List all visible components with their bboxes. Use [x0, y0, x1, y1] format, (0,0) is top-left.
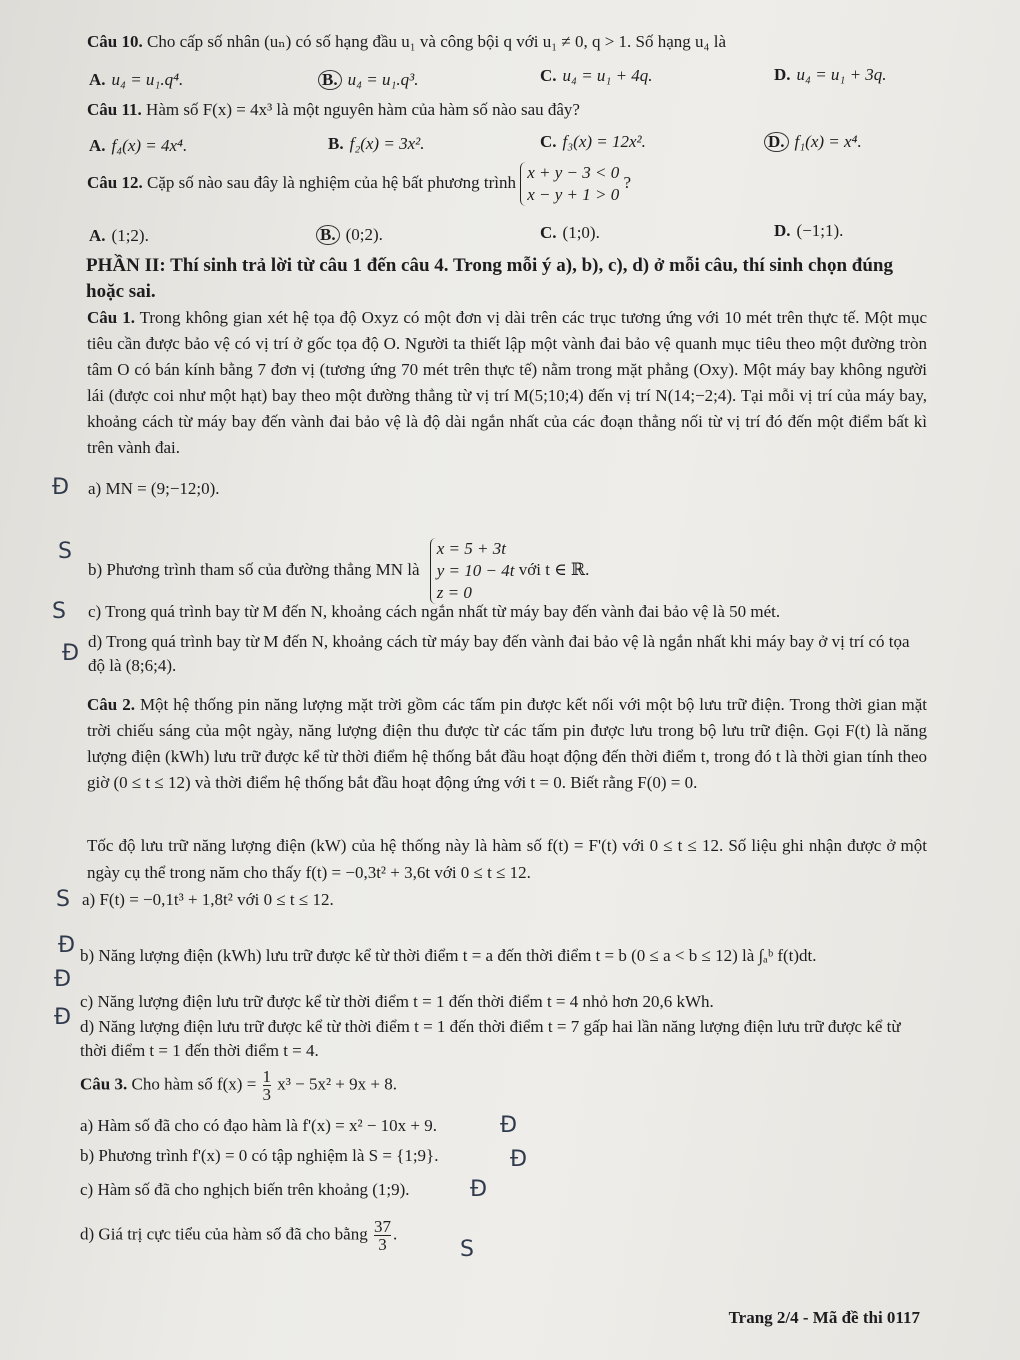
handwritten-mark-c2a: S — [56, 887, 70, 912]
c3-text-post: x³ − 5x² + 9x + 8. — [277, 1074, 397, 1094]
q12-option-a-text: (1;2). — [111, 226, 149, 245]
c2-text-1: Một hệ thống pin năng lượng mặt trời gồm các tấm pin được kết nối với một bộ lưu trữ điện. Trong thời gian mặt trời chiếu sáng của một ngày, năng lượng điện thu được từ các tấm pin được lưu trong bộ lưu trữ điện. Gọi F(t) là năng lượng điện (kWh) lưu trữ được kể từ thời điểm hệ thống bắt đầu hoạt động đến thời điểm t, trong đó t là thời gian tính theo giờ (0 ≤ t ≤ 12) và thời điểm hệ thống bắt đầu hoạt động ứng với t = 0. Biết rằng F(0) = 0. — [87, 695, 928, 792]
q11-option-d — [764, 130, 862, 154]
q11-option-a-text: f₄(x) = 4x⁴. — [111, 136, 188, 155]
q10-option-b — [318, 68, 418, 92]
question-11-text: Hàm số F(x) = 4x³ là một nguyên hàm của hàm số nào sau đây? — [146, 100, 580, 119]
c1-stem — [87, 305, 927, 461]
c3-fraction — [263, 1068, 272, 1103]
c1-text: Trong không gian xét hệ tọa độ Oxyz có một đơn vị dài trên các trục tương ứng với 10 mét trên thực tế. Một mục tiêu cần được bảo vệ có vị trí ở gốc tọa độ O. Người ta thiết lập một vành đai bảo vệ quanh mục tiêu theo một đường tròn tâm O có bán kính bằng 7 đơn vị (tương ứng 70 mét trên thực tế) nằm trong mặt phẳng (Oxy). Một máy bay không người lái (được coi như một hạt) bay theo một đường thẳng từ vị trí M(5;10;4) đến vị trí N(14;−2;4). Tại mỗi vị trí của máy bay, khoảng cách từ máy bay đến vành đai bảo vệ là độ dài ngắn nhất của các đoạn thẳng nối từ vị trí đó đến một điểm bất kì trên vành đai. — [87, 308, 927, 457]
question-12-ineq-1: x + y − 3 < 0 — [527, 163, 620, 182]
c1-statement-b-post: với t ∈ ℝ. — [518, 559, 590, 579]
q10-option-d-text: u₄ = u₁ + 3q. — [796, 65, 887, 84]
handwritten-mark-c3c: Đ — [470, 1177, 488, 1202]
q10-option-d-label: D. — [774, 65, 791, 84]
c3-statement-a: a) Hàm số đã cho có đạo hàm là f'(x) = x² − 10x + 9. — [80, 1116, 437, 1135]
c1-statement-b-pre: b) Phương trình tham số của đường thẳng MN là — [88, 559, 420, 579]
c2-statement-d: d) Năng lượng điện lưu trữ được kể từ thời điểm t = 1 đến thời điểm t = 7 gấp hai lần năng lượng điện lưu trữ được kể từ thời điểm t = 1 đến thời điểm t = 4. — [80, 1017, 901, 1060]
question-11-title: Câu 11. — [87, 100, 142, 119]
q11-option-d-label: D. — [764, 132, 789, 152]
q10-option-d — [774, 63, 887, 87]
c1-param-x: x = 5 + 3t — [436, 539, 506, 558]
q12-option-a — [89, 224, 149, 248]
c3-statement-d-pre: d) Giá trị cực tiểu của hàm số đã cho bằng — [80, 1224, 368, 1244]
c3-d-frac-den: 3 — [378, 1235, 387, 1254]
handwritten-mark-c1d: Đ — [62, 641, 80, 666]
c3-title: Câu 3. — [80, 1074, 128, 1094]
q10-option-c — [540, 64, 653, 88]
q12-option-c-label: C. — [540, 223, 557, 242]
handwritten-mark-c3b: Đ — [510, 1147, 528, 1172]
q12-option-c — [540, 221, 600, 245]
q12-option-c-text: (1;0). — [562, 223, 600, 242]
c1-statement-a: a) MN = (9;−12;0). — [88, 479, 220, 498]
q12-option-d — [774, 219, 843, 243]
handwritten-mark-c2b: Đ — [58, 933, 76, 958]
handwritten-mark-c2c: Đ — [54, 967, 72, 992]
handwritten-mark-c3d: S — [460, 1237, 474, 1262]
c1-statement-b — [88, 538, 589, 604]
c1-title: Câu 1. — [87, 308, 135, 327]
c1-param-z: z = 0 — [436, 583, 472, 602]
c3-stem — [80, 1068, 397, 1103]
q11-option-b-text: f₂(x) = 3x². — [349, 134, 425, 153]
c2-stem — [87, 692, 927, 796]
q12-option-d-text: (−1;1). — [796, 221, 844, 240]
c2-title: Câu 2. — [87, 695, 135, 714]
c2-text-2: Tốc độ lưu trữ năng lượng điện (kW) của hệ thống này là hàm số f(t) = F'(t) với 0 ≤ t ≤ 12. Số liệu ghi nhận được ở một ngày cụ thể trong năm cho thấy f(t) = −0,3t² + 3,6t với 0 ≤ t ≤ 12. — [87, 836, 927, 882]
c3-statement-d: d) Giá trị cực tiểu của hàm số đã cho bằng $\frac{37}{3}$ . — [80, 1217, 398, 1254]
c1-statement-c: c) Trong quá trình bay từ M đến N, khoảng cách ngắn nhất từ máy bay đến vành đai bảo vệ là 50 mét. — [88, 602, 781, 621]
handwritten-mark-c2d: Đ — [54, 1005, 72, 1030]
handwritten-mark-c1c: S — [52, 599, 66, 624]
q10-option-a — [89, 68, 183, 92]
c2-statement-a: a) F(t) = −0,1t³ + 1,8t² với 0 ≤ t ≤ 12. — [82, 890, 334, 909]
q11-option-c-text: f₃(x) = 12x². — [562, 132, 646, 151]
q11-option-b-label: B. — [328, 134, 344, 153]
handwritten-mark-c1a: Đ — [52, 475, 70, 500]
q11-option-c-label: C. — [540, 132, 557, 151]
question-11-stem — [87, 98, 580, 122]
q10-option-b-label: B. — [318, 70, 342, 90]
handwritten-mark-c1b: S — [58, 539, 72, 564]
c3-frac-den: 3 — [262, 1085, 272, 1104]
c1-param-system — [430, 538, 515, 604]
question-12-ineq-2: x − y + 1 > 0 — [527, 185, 620, 204]
q11-option-a-label: A. — [89, 136, 106, 155]
c2-statement-c: c) Năng lượng điện lưu trữ được kể từ thời điểm t = 1 đến thời điểm t = 4 nhỏ hơn 20,6 kWh. — [80, 992, 714, 1011]
q10-option-c-label: C. — [540, 66, 557, 85]
q12-option-b-text: (0;2). — [345, 225, 383, 244]
c3-statement-b: b) Phương trình f'(x) = 0 có tập nghiệm là S = {1;9}. — [80, 1146, 439, 1165]
q11-option-c — [540, 130, 646, 154]
q12-option-d-label: D. — [774, 221, 791, 240]
c1-statement-d: d) Trong quá trình bay từ M đến N, khoảng cách từ máy bay đến vành đai bảo vệ là ngắn nhất khi máy bay ở vị trí có tọa độ là (8;6;4). — [88, 632, 910, 675]
q10-option-c-text: u₄ = u₁ + 4q. — [562, 66, 653, 85]
q10-option-a-text: u₄ = u₁.q⁴. — [111, 70, 184, 89]
question-12-title: Câu 12. — [87, 172, 143, 192]
q12-option-b-label: B. — [316, 225, 340, 245]
question-12-qmark: ? — [623, 172, 632, 192]
question-10-title: Câu 10. — [87, 32, 143, 51]
c3-statement-c: c) Hàm số đã cho nghịch biến trên khoảng (1;9). — [80, 1180, 410, 1199]
handwritten-mark-c3a: Đ — [500, 1113, 518, 1138]
c2-statement-b: b) Năng lượng điện (kWh) lưu trữ được kể từ thời điểm t = a đến thời điểm t = b (0 ≤ a < b ≤ 12) là ∫ₐᵇ f(t)dt. — [80, 946, 817, 965]
q10-option-b-text: u₄ = u₁.q³. — [347, 70, 419, 89]
c3-text-pre: Cho hàm số f(x) = — [131, 1074, 257, 1094]
q12-option-b — [316, 223, 383, 247]
q11-option-b — [328, 132, 424, 156]
question-12-system — [520, 162, 619, 206]
question-12-stem — [87, 162, 631, 206]
question-10-stem — [87, 30, 726, 54]
q11-option-a — [89, 134, 187, 158]
question-12-text: Cặp số nào sau đây là nghiệm của hệ bất phương trình — [146, 172, 516, 192]
c3-d-frac-num: 37 — [373, 1217, 391, 1236]
q10-option-a-label: A. — [89, 70, 106, 89]
c3-frac-num: 1 — [262, 1067, 272, 1086]
c3-d-fraction — [374, 1218, 391, 1253]
q11-option-d-text: f₁(x) = x⁴. — [794, 132, 862, 151]
c1-param-y: y = 10 − 4t — [436, 561, 515, 580]
page-footer: Trang 2/4 - Mã đề thi 0117 — [728, 1308, 920, 1327]
q12-option-a-label: A. — [89, 226, 106, 245]
part-2-heading: PHẦN II: Thí sinh trả lời từ câu 1 đến câu 4. Trong mỗi ý a), b), c), d) ở mỗi câu, thí sinh chọn đúng hoặc sai. — [86, 255, 893, 302]
question-10-text: Cho cấp số nhân (uₙ) có số hạng đầu u₁ và công bội q với u₁ ≠ 0, q > 1. Số hạng u₄ là — [146, 32, 726, 51]
